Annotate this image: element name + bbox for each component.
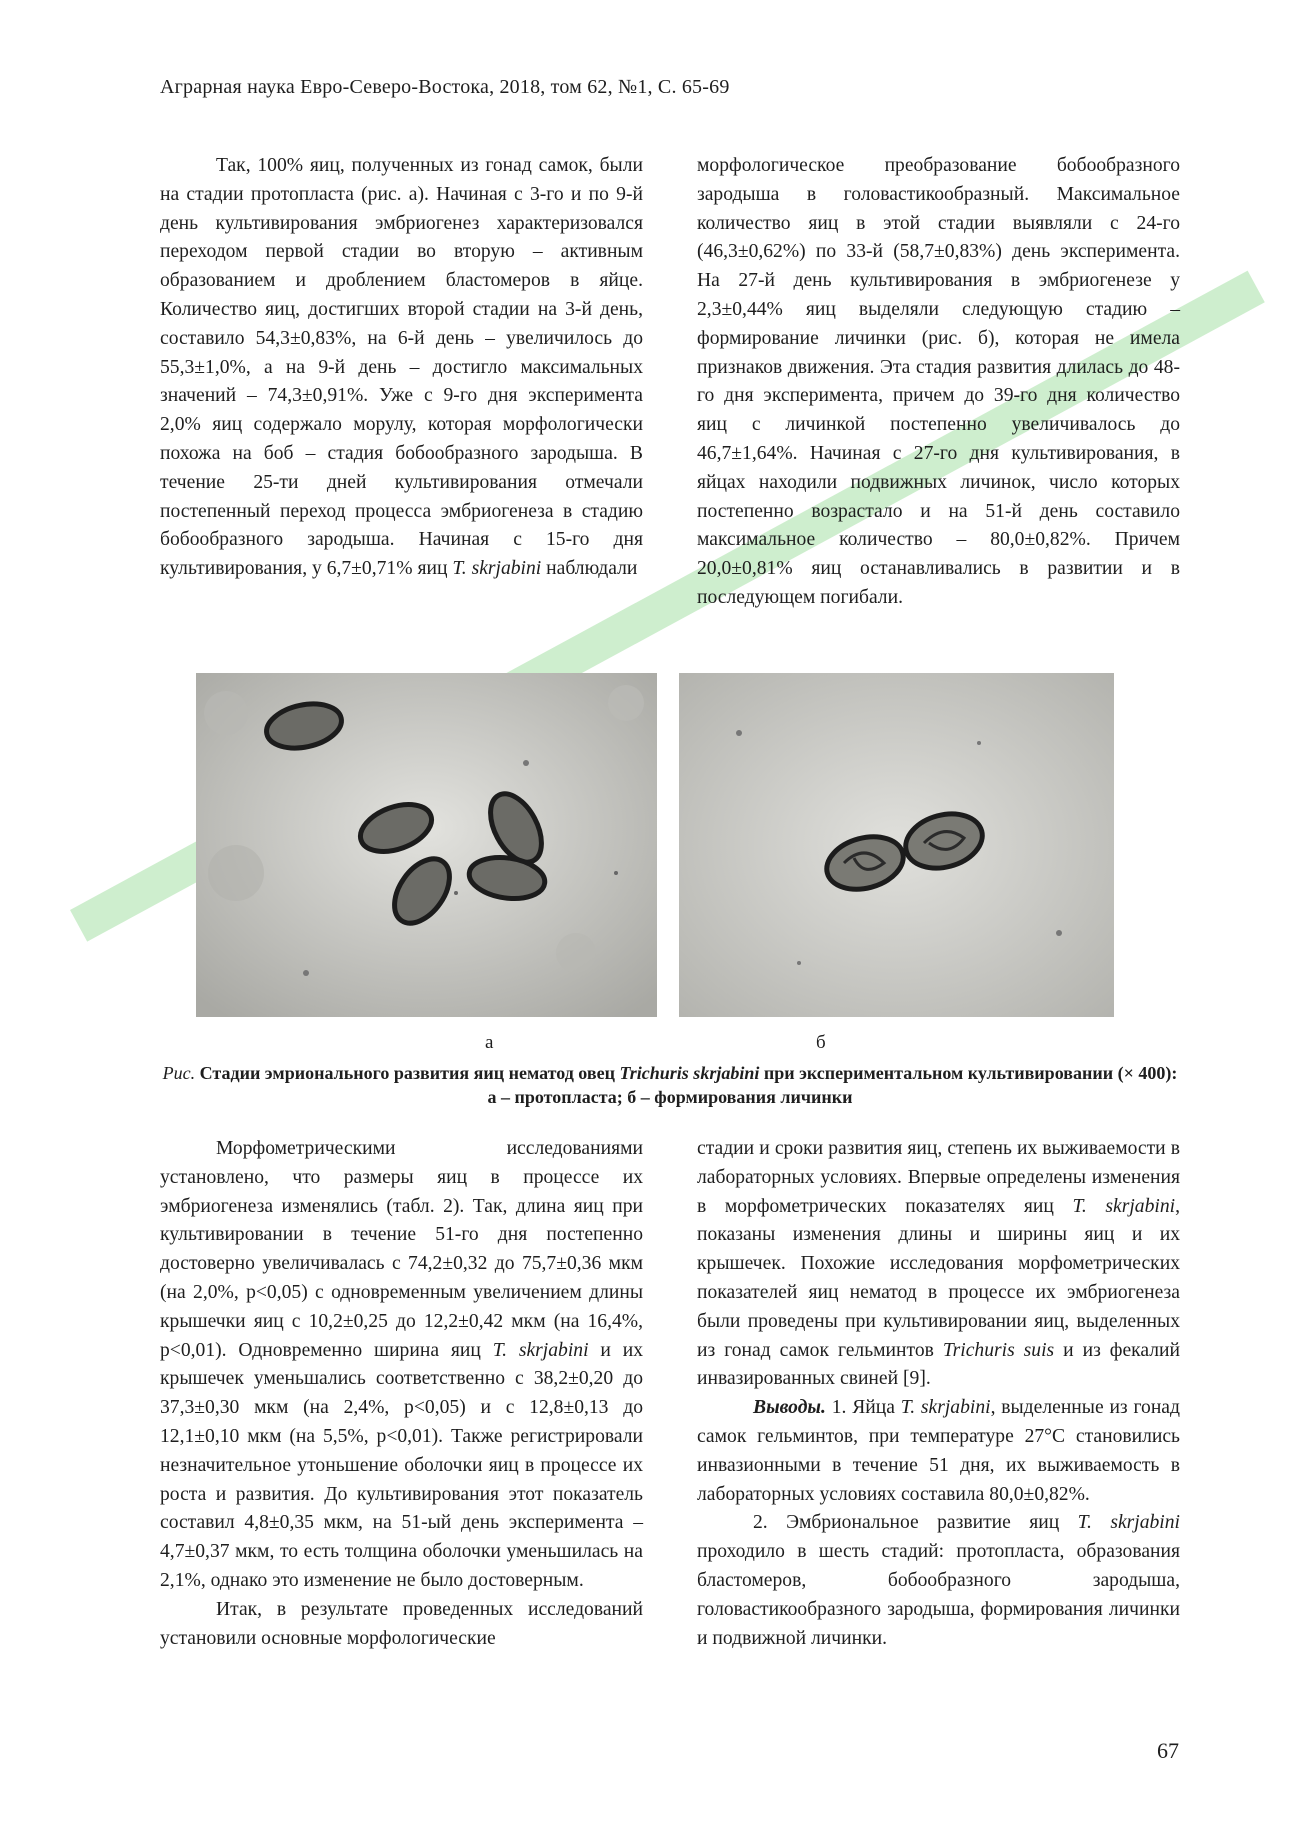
micrograph-b (679, 673, 1114, 1017)
figure-label-b: б (816, 1032, 826, 1053)
column-bottom-left (160, 1135, 643, 1653)
paragraph: стадии и сроки развития яиц, степень их выживаемости в лабораторных условиях. Впервые определены изменения в морфометрических показателях яиц T. skrjabini, показаны изменения длины и ширины яиц и их крышечек. Похожие исследования морфометрических показателей яиц нематод в процессе их эмбриогенеза были проведены при культивировании яиц, выделенных из гонад самок гельминтов Trichuris suis и из фекалий инвазированных свиней [9]. (697, 1138, 1181, 1390)
paragraph: Морфометрическими исследованиями установлено, что размеры яиц в процессе их эмбриогенеза изменялись (табл. 2). Так, длина яиц при культивировании в течение 51-го дня постепенно достоверно увеличивалась с 74,2±0,32 до 75,7±0,36 мкм (на 2,0%, p<0,05) с одновременным увеличением длины крышечки яиц с 10,2±0,25 до 12,2±0,42 мкм (на 16,4%, p<0,01). Одновременно ширина яиц T. skrjabini и их крышечек уменьшались соответственно с 38,2±0,20 до 37,3±0,30 мкм (на 2,4%, p<0,05) и с 12,8±0,13 до 12,1±0,10 мкм (на 5,5%, p<0,01). Также регистрировали незначительное утоньшение оболочки яиц в процессе их роста и развития. До культивирования этот показатель составил 4,8±0,35 мкм, на 51-ый день эксперимента – 4,7±0,37 мкм, то есть толщина оболочки уменьшилась на 2,1%, однако это изменение не было достоверным. (160, 1138, 643, 1591)
micrograph-a (196, 673, 657, 1017)
paragraph: морфологическое преобразование бобообразного зародыша в головастикообразный. Максимальное количество яиц в этой стадии выявляли с 24-го (46,3±0,62%) по 33-й (58,7±0,83%) день эксперимента. На 27-й день культивирования в эмбриогенезе у 2,3±0,44% яиц выделяли следующую стадию – формирование личинки (рис. б), которая не имела признаков движения. Эта стадия развития длилась до 48-го дня эксперимента, причем до 39-го дня количество яиц с личинкой постепенно увеличивалось до 46,7±1,64%. Начиная с 27-го дня культивирования, в яйцах находили подвижных личинок, число которых постепенно возрастало и на 51-й день составило максимальное количество – 80,0±0,82%. Причем 20,0±0,81% яиц останавливались в развитии и в последующем погибали. (697, 155, 1180, 608)
micrograph-b-image (679, 673, 1114, 1017)
paragraph: Итак, в результате проведенных исследований установили основные морфологические (160, 1598, 643, 1649)
page-number: 67 (1157, 1738, 1179, 1763)
running-header: Аграрная наука Евро-Северо-Востока, 2018, том 62, №1, С. 65-69 (160, 76, 730, 98)
figure-label-a: а (485, 1032, 494, 1053)
conclusion-2: 2. Эмбриональное развитие яиц T. skrjabini проходило в шесть стадий: протопласта, образования бластомеров, бобообразного зародыша, головастикообразного зародыша, формирования личинки и подвижной личинки. (697, 1512, 1180, 1649)
figure-caption: Рис. Стадии эмрионального развития яиц нематод овец Trichuris skrjabini при экспериментальном культивировании (× 400): а – протопласта; б – формирования личинки (162, 1063, 1178, 1107)
micrograph-a-image (196, 673, 657, 1017)
conclusion-1: Выводы. 1. Яйца T. skrjabini, выделенные из гонад самок гельминтов, при температуре 27°С становились инвазионными в течение 51 дня, их выживаемость в лабораторных условиях составила 80,0±0,82%. (697, 1397, 1180, 1505)
column-top-left (160, 152, 643, 584)
column-top-right (697, 152, 1180, 613)
paragraph: Так, 100% яиц, полученных из гонад самок, были на стадии протопласта (рис. а). Начиная с 3-го и по 9-й день культивирования эмбриогенез характеризовался переходом первой стадии во вторую – активным образованием и дроблением бластомеров в яйце. Количество яиц, достигших второй стадии на 3-й день, составило 54,3±0,83%, на 6-й день – увеличилось до 55,3±1,0%, а на 9-й день – достигло максимальных значений – 74,3±0,91%. Уже с 9-го дня эксперимента 2,0% яиц содержало морулу, которая морфологически похожа на боб – стадия бобообразного зародыша. В течение 25-ти дней культивирования отмечали постепенный переход процесса эмбриогенеза в стадию бобообразного зародыша. Начиная с 15-го дня культивирования, у 6,7±0,71% яиц T. skrjabini наблюдали (160, 155, 643, 580)
column-bottom-right (697, 1135, 1180, 1653)
